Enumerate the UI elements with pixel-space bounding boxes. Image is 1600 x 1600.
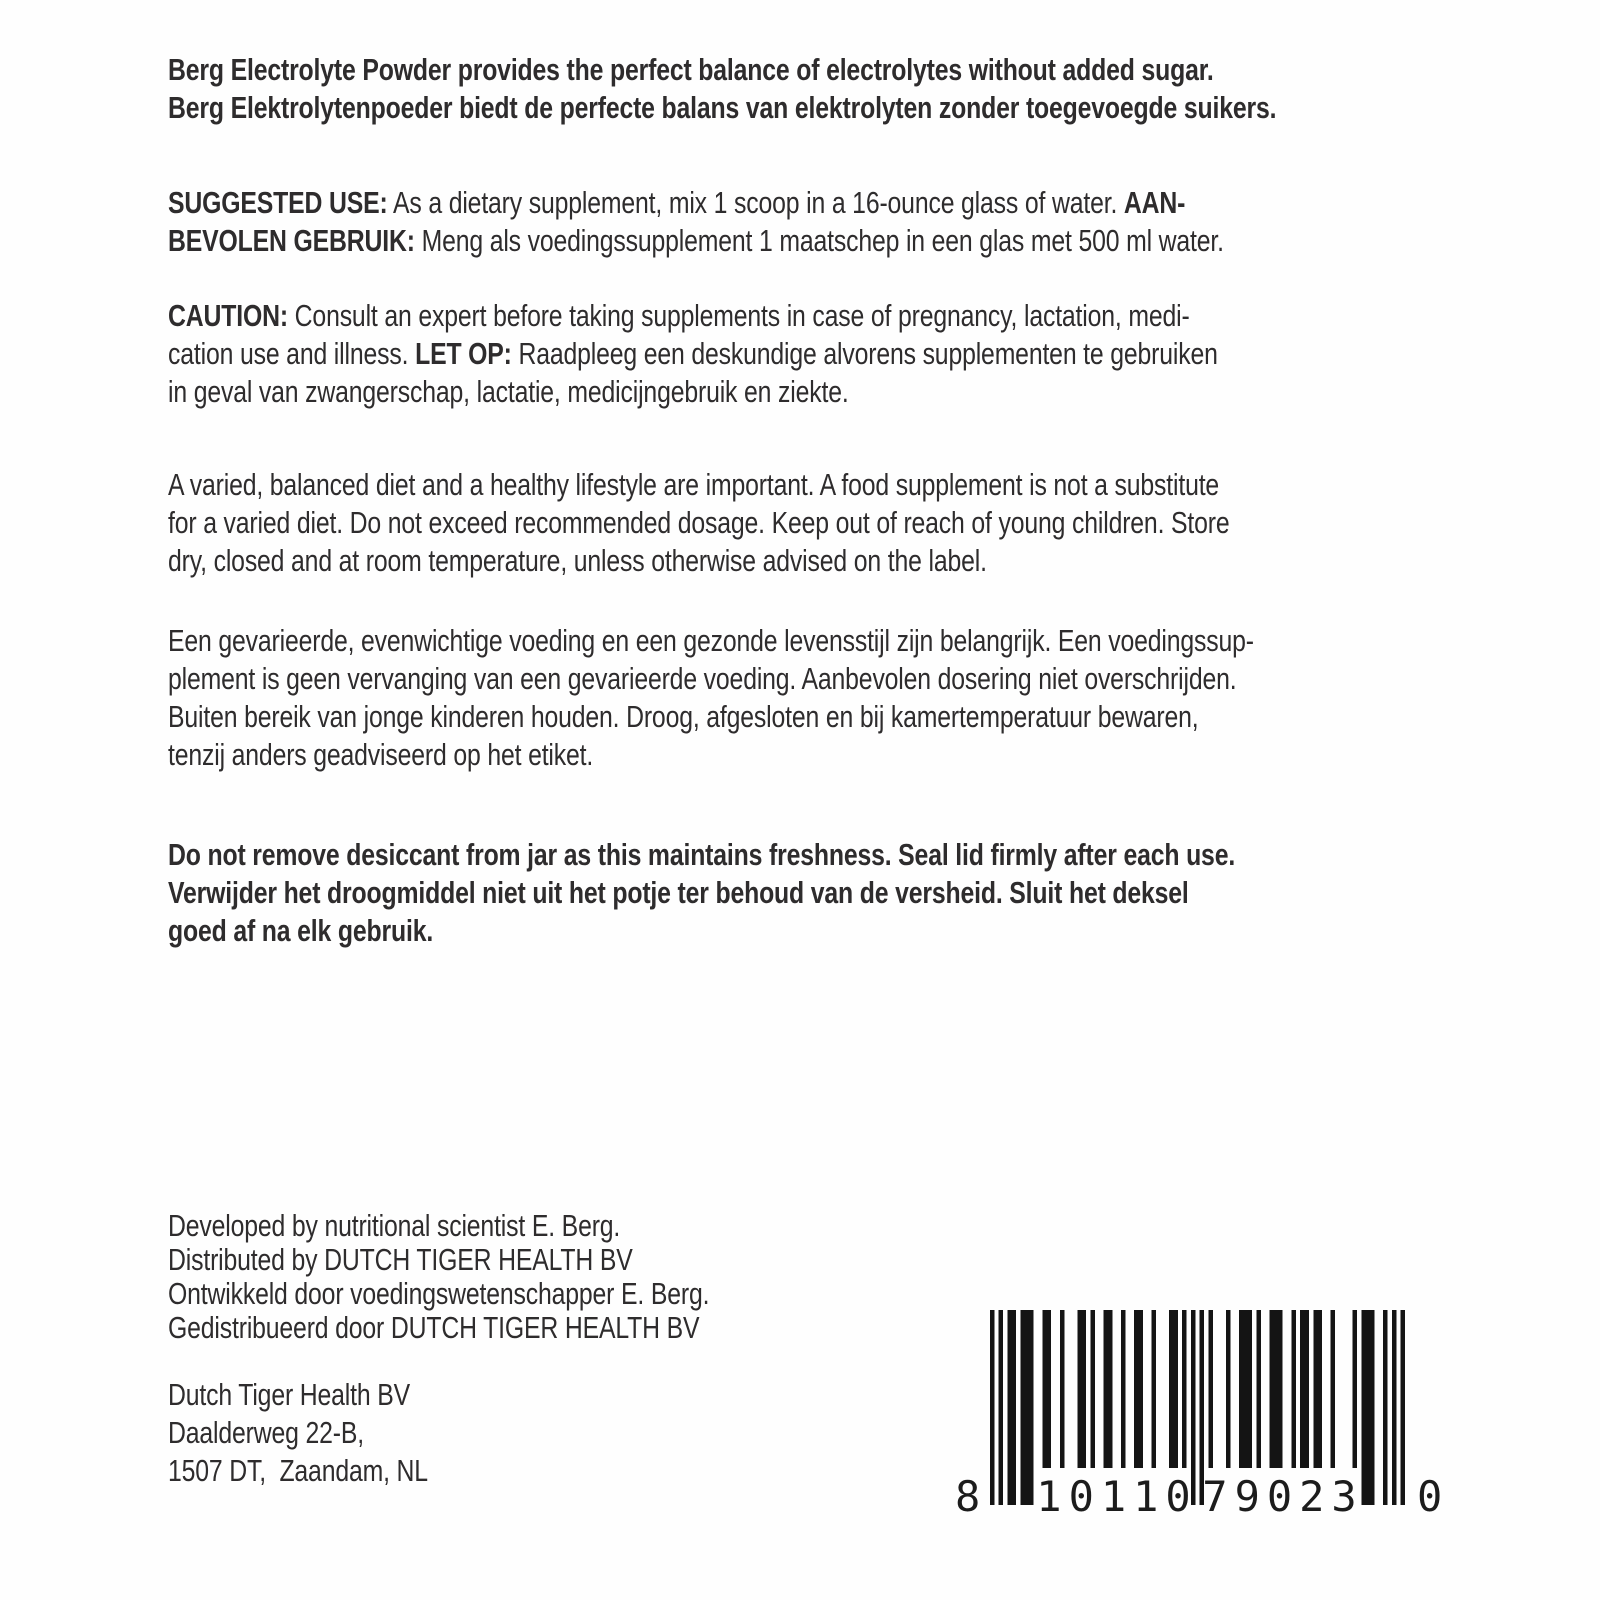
- text-line: Berg Electrolyte Powder provides the perfect balance of electrolytes without added sugar.: [168, 52, 1214, 87]
- barcode-bar: [1012, 1310, 1016, 1505]
- barcode-bar: [1108, 1310, 1112, 1468]
- text-line: Berg Elektrolytenpoeder biedt de perfecte balans van elektrolyten zonder toegevoegde suikers.: [168, 90, 1277, 125]
- barcode-bar: [1104, 1310, 1108, 1468]
- barcode-bar: [1370, 1310, 1374, 1505]
- text-line: plement is geen vervanging van een gevarieerde voeding. Aanbevolen dosering niet overschrijden.: [168, 661, 1237, 696]
- barcode-left-digits: 10110: [1036, 1472, 1198, 1521]
- barcode-bar: [1060, 1310, 1064, 1468]
- text-line: Daalderweg 22-B,: [168, 1415, 364, 1450]
- barcode-bar: [1274, 1310, 1278, 1468]
- barcode-number-system-digit: 8: [955, 1472, 988, 1521]
- text-line: Gedistribueerd door DUTCH TIGER HEALTH BV: [168, 1310, 700, 1345]
- barcode-bar: [1401, 1310, 1405, 1505]
- barcode-bar: [1134, 1310, 1138, 1468]
- barcode-bar: [1173, 1310, 1177, 1468]
- barcode-bar: [1305, 1310, 1309, 1468]
- paragraph-suggested-use: [168, 184, 1224, 260]
- paragraph-varied-diet-nl: [168, 622, 1254, 774]
- text-line: BEVOLEN GEBRUIK: Meng als voedingssupplement 1 maatschep in een glas met 500 ml water.: [168, 223, 1224, 258]
- barcode-bar: [1243, 1310, 1247, 1468]
- text-line: Dutch Tiger Health BV: [168, 1377, 411, 1412]
- barcode-bar: [1208, 1310, 1212, 1468]
- barcode-bar: [1077, 1310, 1081, 1468]
- barcode-bar: [1256, 1310, 1260, 1468]
- barcode-bar: [1029, 1310, 1033, 1505]
- barcode-bar: [1278, 1310, 1282, 1468]
- barcode-bar: [1331, 1310, 1335, 1468]
- barcode-bar: [1291, 1310, 1295, 1468]
- text-line: Do not remove desiccant from jar as this maintains freshness. Seal lid firmly after each use.: [168, 837, 1236, 872]
- barcode-bar: [1300, 1310, 1304, 1468]
- text-line: Distributed by DUTCH TIGER HEALTH BV: [168, 1242, 633, 1277]
- barcode-check-digit: 0: [1417, 1472, 1450, 1521]
- barcode-bar: [1353, 1310, 1357, 1468]
- text-line: tenzij anders geadviseerd op het etiket.: [168, 737, 594, 772]
- text-line: cation use and illness. LET OP: Raadpleeg een deskundige alvorens supplementen te gebruiken: [168, 336, 1218, 371]
- barcode-bar: [1248, 1310, 1252, 1468]
- barcode-bar: [1082, 1310, 1086, 1468]
- barcode-bar: [1042, 1310, 1046, 1468]
- text-line: SUGGESTED USE: As a dietary supplement, mix 1 scoop in a 16-ounce glass of water. AAN-: [168, 185, 1186, 220]
- text-line: 1507 DT, Zaandam, NL: [168, 1453, 428, 1488]
- paragraph-intro-bilingual: [168, 51, 1276, 127]
- barcode-bar: [1152, 1310, 1156, 1468]
- barcode-bar: [1090, 1310, 1094, 1468]
- paragraph-caution: [168, 297, 1218, 411]
- text-line: in geval van zwangerschap, lactatie, medicijngebruik en ziekte.: [168, 374, 849, 409]
- barcode-bar: [1121, 1310, 1125, 1468]
- barcode-bar: [1047, 1310, 1051, 1468]
- barcode-bar: [1383, 1310, 1387, 1505]
- text-line: Verwijder het droogmiddel niet uit het potje ter behoud van de versheid. Sluit het deksel: [168, 875, 1189, 910]
- text-line: Developed by nutritional scientist E. Berg.: [168, 1208, 621, 1243]
- barcode-bar: [1182, 1310, 1186, 1468]
- barcode-bar: [1169, 1310, 1173, 1468]
- text-line: Buiten bereik van jonge kinderen houden. Droog, afgesloten en bij kamertemperatuur bewaren,: [168, 699, 1199, 734]
- text-line: dry, closed and at room temperature, unless otherwise advised on the label.: [168, 543, 987, 578]
- barcode-bar: [1139, 1310, 1143, 1468]
- paragraph-varied-diet-en: [168, 466, 1230, 580]
- paragraph-desiccant-notice: [168, 836, 1235, 950]
- barcode-bar: [1021, 1310, 1025, 1505]
- barcode-bar: [1239, 1310, 1243, 1468]
- barcode-bar: [1366, 1310, 1370, 1505]
- text-line: CAUTION: Consult an expert before taking supplements in case of pregnancy, lactation, medi-: [168, 298, 1190, 333]
- barcode-bar: [1392, 1310, 1396, 1505]
- barcode-bar: [1007, 1310, 1011, 1505]
- text-line: A varied, balanced diet and a healthy lifestyle are important. A food supplement is not a substitute: [168, 467, 1220, 502]
- barcode-bar: [1318, 1310, 1322, 1468]
- barcode-bar: [990, 1310, 994, 1505]
- paragraph-company-address: [168, 1376, 428, 1490]
- barcode-bar: [999, 1310, 1003, 1505]
- barcode-right-digits: 79023: [1202, 1472, 1364, 1521]
- text-line: Ontwikkeld door voedingswetenschapper E. Berg.: [168, 1276, 710, 1311]
- paragraph-developed-distributed: [168, 1209, 709, 1345]
- text-line: Een gevarieerde, evenwichtige voeding en een gezonde levensstijl zijn belangrijk. Een voedingssup-: [168, 623, 1254, 658]
- text-line: for a varied diet. Do not exceed recommended dosage. Keep out of reach of young children. Store: [168, 505, 1230, 540]
- barcode-bar: [1025, 1310, 1029, 1505]
- text-line: goed af na elk gebruik.: [168, 913, 434, 948]
- barcode: [955, 1310, 1465, 1521]
- barcode-bar: [1313, 1310, 1317, 1468]
- barcode-bar: [1270, 1310, 1274, 1468]
- barcode-bar: [1226, 1310, 1230, 1468]
